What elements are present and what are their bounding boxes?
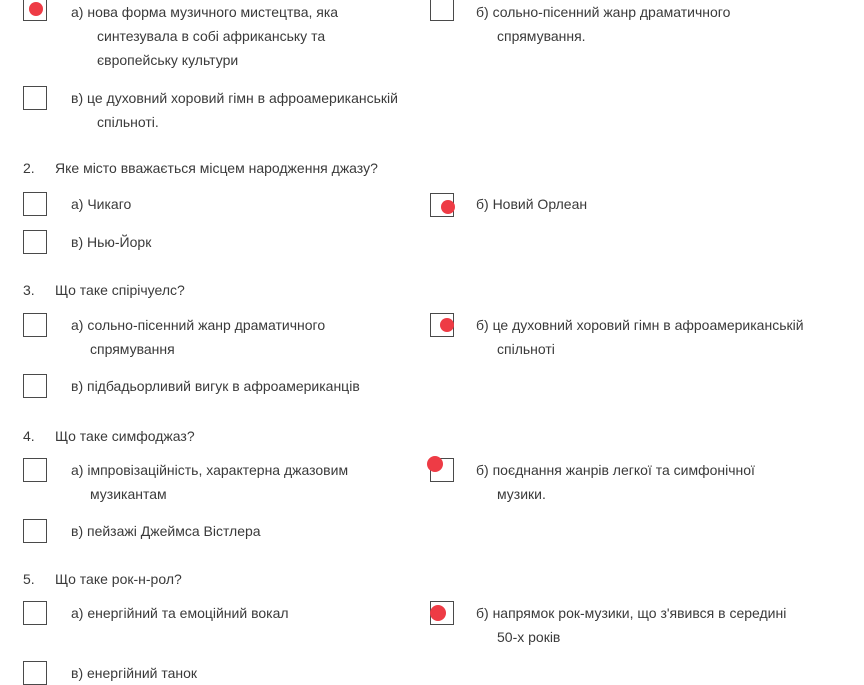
option-q3-a-line2: спрямування — [90, 341, 175, 357]
option-q4-a-line1: а) імпровізаційність, характерна джазовим — [71, 462, 349, 478]
checkbox-q1-b[interactable] — [430, 0, 454, 21]
option-q2-c: в) Нью-Йорк — [71, 234, 152, 250]
option-q2-a: а) Чикаго — [71, 196, 132, 212]
option-q3-b-line2: спільноті — [497, 341, 555, 357]
checkbox-q5-c[interactable] — [23, 661, 47, 685]
question-text: Що таке симфоджаз? — [55, 428, 195, 444]
selection-mark — [430, 605, 446, 621]
option-q3-a-line1: а) сольно-пісенний жанр драматичного — [71, 317, 326, 333]
selection-mark — [427, 456, 443, 472]
option-q4-a-line2: музикантам — [90, 486, 167, 502]
question-number: 5. — [23, 571, 35, 587]
option-q1-a-line1: а) нова форма музичного мистецтва, яка — [71, 4, 339, 20]
option-q1-a-line2: синтезувала в собі африканську та — [97, 28, 326, 44]
checkbox-q2-a[interactable] — [23, 192, 47, 216]
checkbox-q1-c[interactable] — [23, 86, 47, 110]
option-q4-b-line1: б) поєднання жанрів легкої та симфонічної — [476, 462, 755, 478]
option-q5-a: а) енергійний та емоційний вокал — [71, 605, 289, 621]
checkbox-q5-a[interactable] — [23, 601, 47, 625]
checkbox-q1-a[interactable] — [23, 0, 47, 21]
question-text: Що таке рок-н-рол? — [55, 571, 182, 587]
checkbox-q5-b[interactable] — [430, 601, 454, 625]
checkbox-q2-c[interactable] — [23, 230, 47, 254]
option-q3-c: в) підбадьорливий вигук в афроамериканців — [71, 378, 360, 394]
option-q4-c: в) пейзажі Джеймса Вістлера — [71, 523, 261, 539]
checkbox-q4-a[interactable] — [23, 458, 47, 482]
selection-mark — [29, 2, 43, 16]
option-q5-c: в) енергійний танок — [71, 665, 198, 681]
option-q1-c-line1: в) це духовний хоровий гімн в афроамериканській — [71, 90, 398, 106]
checkbox-q3-a[interactable] — [23, 313, 47, 337]
checkbox-q3-c[interactable] — [23, 374, 47, 398]
checkbox-q4-c[interactable] — [23, 519, 47, 543]
option-q1-b-line2: спрямування. — [497, 28, 586, 44]
checkbox-q3-b[interactable] — [430, 313, 454, 337]
question-number: 2. — [23, 160, 35, 176]
selection-mark — [440, 318, 454, 332]
question-number: 3. — [23, 282, 35, 298]
option-q1-c-line2: спільноті. — [97, 114, 159, 130]
question-number: 4. — [23, 428, 35, 444]
option-q1-b-line1: б) сольно-пісенний жанр драматичного — [476, 4, 731, 20]
checkbox-q2-b[interactable] — [430, 193, 454, 217]
option-q3-b-line1: б) це духовний хоровий гімн в афроамериканській — [476, 317, 804, 333]
option-q5-b-line2: 50-х років — [497, 629, 561, 645]
question-text: Яке місто вважається місцем народження джазу? — [55, 160, 378, 176]
question-text: Що таке спірічуелс? — [55, 282, 185, 298]
checkbox-q4-b[interactable] — [430, 458, 454, 482]
option-q5-b-line1: б) напрямок рок-музики, що з'явився в середині — [476, 605, 787, 621]
option-q2-b: б) Новий Орлеан — [476, 196, 588, 212]
option-q4-b-line2: музики. — [497, 486, 546, 502]
option-q1-a-line3: європейську культури — [97, 52, 239, 68]
selection-mark — [441, 200, 455, 214]
